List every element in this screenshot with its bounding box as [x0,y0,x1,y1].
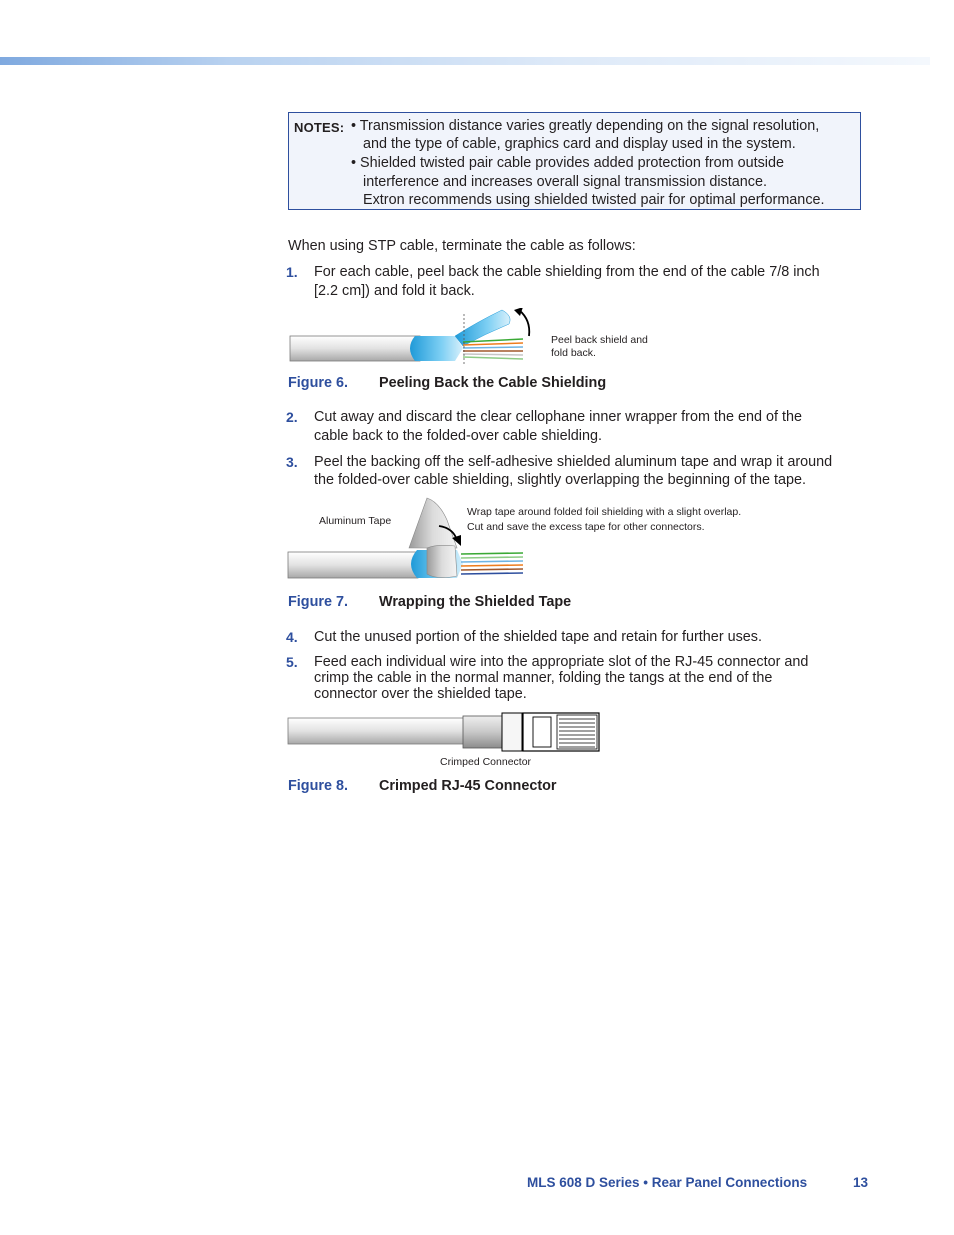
notes-bullet-2-line-3: Extron recommends using shielded twisted pair for optimal performance. [363,192,825,208]
figure-6-title: Peeling Back the Cable Shielding [379,375,607,391]
step-5-line-1: Feed each individual wire into the appropriate slot of the RJ-45 connector and [314,654,809,670]
step-4-line-1: Cut the unused portion of the shielded tape and retain for further uses. [314,629,763,645]
step-5-number: 5. [286,654,298,670]
step-1-number: 1. [286,264,298,280]
footer-title: MLS 608 D Series • Rear Panel Connections [527,1175,808,1190]
notes-bullet-2-line-1: • Shielded twisted pair cable provides added protection from outside [351,155,785,171]
notes-bullet-1-line-2: and the type of cable, graphics card and display used in the system. [363,136,796,152]
figure-7-callout-line-2: Cut and save the excess tape for other connectors. [467,521,705,533]
step-2-line-1: Cut away and discard the clear cellophane inner wrapper from the end of the [314,409,802,425]
intro-text: When using STP cable, terminate the cable as follows: [288,238,636,254]
step-1-line-1: For each cable, peel back the cable shielding from the end of the cable 7/8 inch [314,264,820,280]
figure-7-number: Figure 7. [288,594,348,610]
figure-6-illustration [287,308,537,368]
figure-8-number: Figure 8. [288,778,348,794]
step-2-line-2: cable back to the folded-over cable shielding. [314,428,602,444]
figure-8-title: Crimped RJ-45 Connector [379,778,557,794]
page-number: 13 [853,1175,869,1190]
notes-box [288,112,861,210]
figure-7-callout-left: Aluminum Tape [319,515,392,527]
header-gradient-bar [0,57,930,65]
figure-6-number: Figure 6. [288,375,348,391]
step-1-line-2: [2.2 cm]) and fold it back. [314,283,475,299]
figure-7-callout-line-1: Wrap tape around folded foil shielding with a slight overlap. [467,506,742,518]
notes-bullet-1-line-1: • Transmission distance varies greatly depending on the signal resolution, [351,118,820,134]
step-3-number: 3. [286,454,298,470]
figure-7-title: Wrapping the Shielded Tape [379,594,572,610]
step-4-number: 4. [286,629,298,645]
notes-bullet-2-line-2: interference and increases overall signal transmission distance. [363,174,767,190]
figure-8-illustration [287,710,603,756]
figure-6-callout-line-1: Peel back shield and [551,334,648,346]
notes-label: NOTES: [294,120,345,135]
step-3-line-2: the folded-over cable shielding, slightly overlapping the beginning of the tape. [314,472,807,488]
figure-8-callout: Crimped Connector [440,756,532,768]
step-2-number: 2. [286,409,298,425]
step-5-line-3: connector over the shielded tape. [314,686,527,702]
step-3-line-1: Peel the backing off the self-adhesive shielded aluminum tape and wrap it around [314,454,833,470]
step-5-line-2: crimp the cable in the normal manner, folding the tangs at the end of the [314,670,773,686]
figure-6-callout-line-2: fold back. [551,347,596,359]
